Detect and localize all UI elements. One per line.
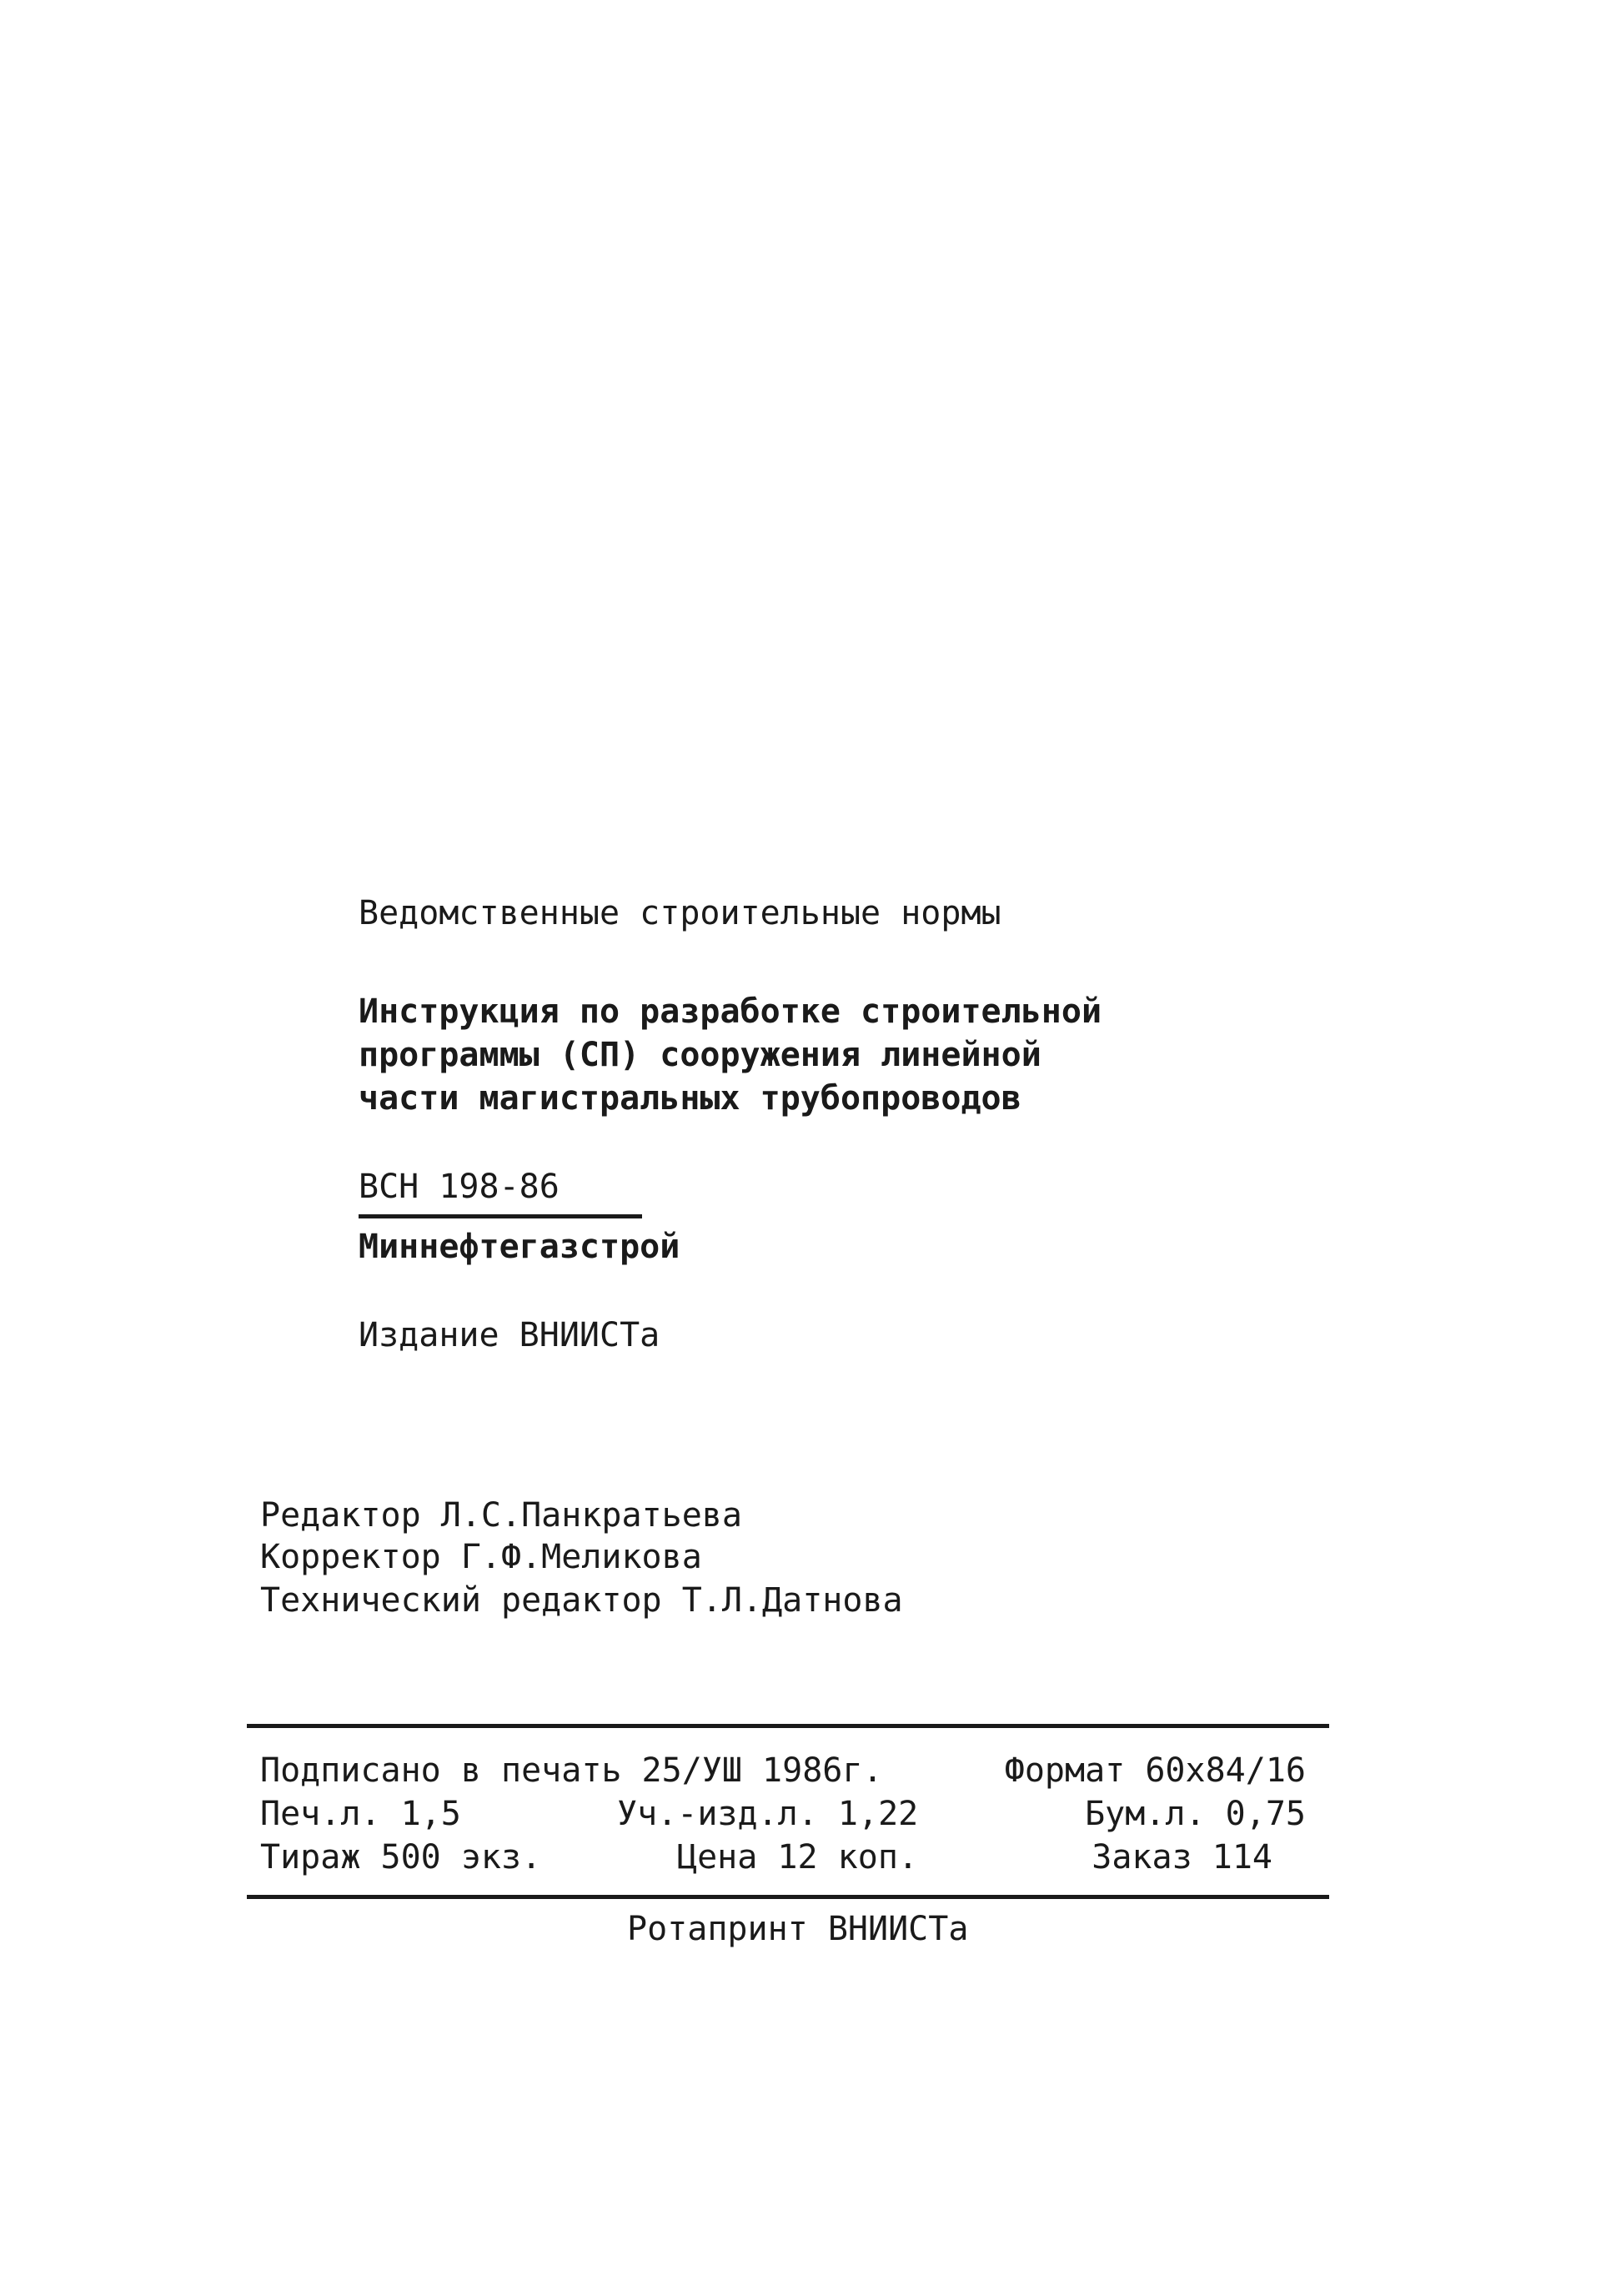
printer: Ротапринт ВНИИСТа — [627, 1910, 969, 1948]
imprint-paper-sheets: Бум.л. 0,75 — [1085, 1795, 1306, 1833]
tech-editor: Технический редактор Т.Л.Датнова — [260, 1581, 903, 1620]
imprint-print-sheets: Печ.л. 1,5 — [260, 1795, 461, 1833]
imprint-order: Заказ 114 — [1092, 1838, 1272, 1876]
doc-title-line-2: программы (СП) сооружения линейной — [359, 1036, 1041, 1074]
doc-code-underline — [359, 1214, 642, 1218]
doc-title-line-3: части магистральных трубопроводов — [359, 1079, 1021, 1118]
doc-title-line-1: Инструкция по разработке строительной — [359, 992, 1102, 1031]
imprint-format: Формат 60х84/16 — [1004, 1751, 1306, 1790]
doc-code: ВСН 198-86 — [359, 1168, 560, 1206]
editor: Редактор Л.С.Панкратьева — [260, 1496, 742, 1535]
imprint-pub-sheets: Уч.-изд.л. 1,22 — [617, 1795, 919, 1833]
imprint-signed: Подписано в печать 25/УШ 1986г. — [260, 1751, 883, 1790]
series-title: Ведомственные строительные нормы — [359, 894, 1001, 932]
ministry: Миннефтегазстрой — [359, 1228, 680, 1266]
imprint-circulation: Тираж 500 экз. — [260, 1838, 542, 1876]
imprint-bottom-rule — [247, 1895, 1329, 1899]
imprint-price: Цена 12 коп. — [677, 1838, 918, 1876]
edition: Издание ВНИИСТа — [359, 1316, 660, 1354]
corrector: Корректор Г.Ф.Меликова — [260, 1538, 702, 1576]
imprint-top-rule — [247, 1724, 1329, 1728]
